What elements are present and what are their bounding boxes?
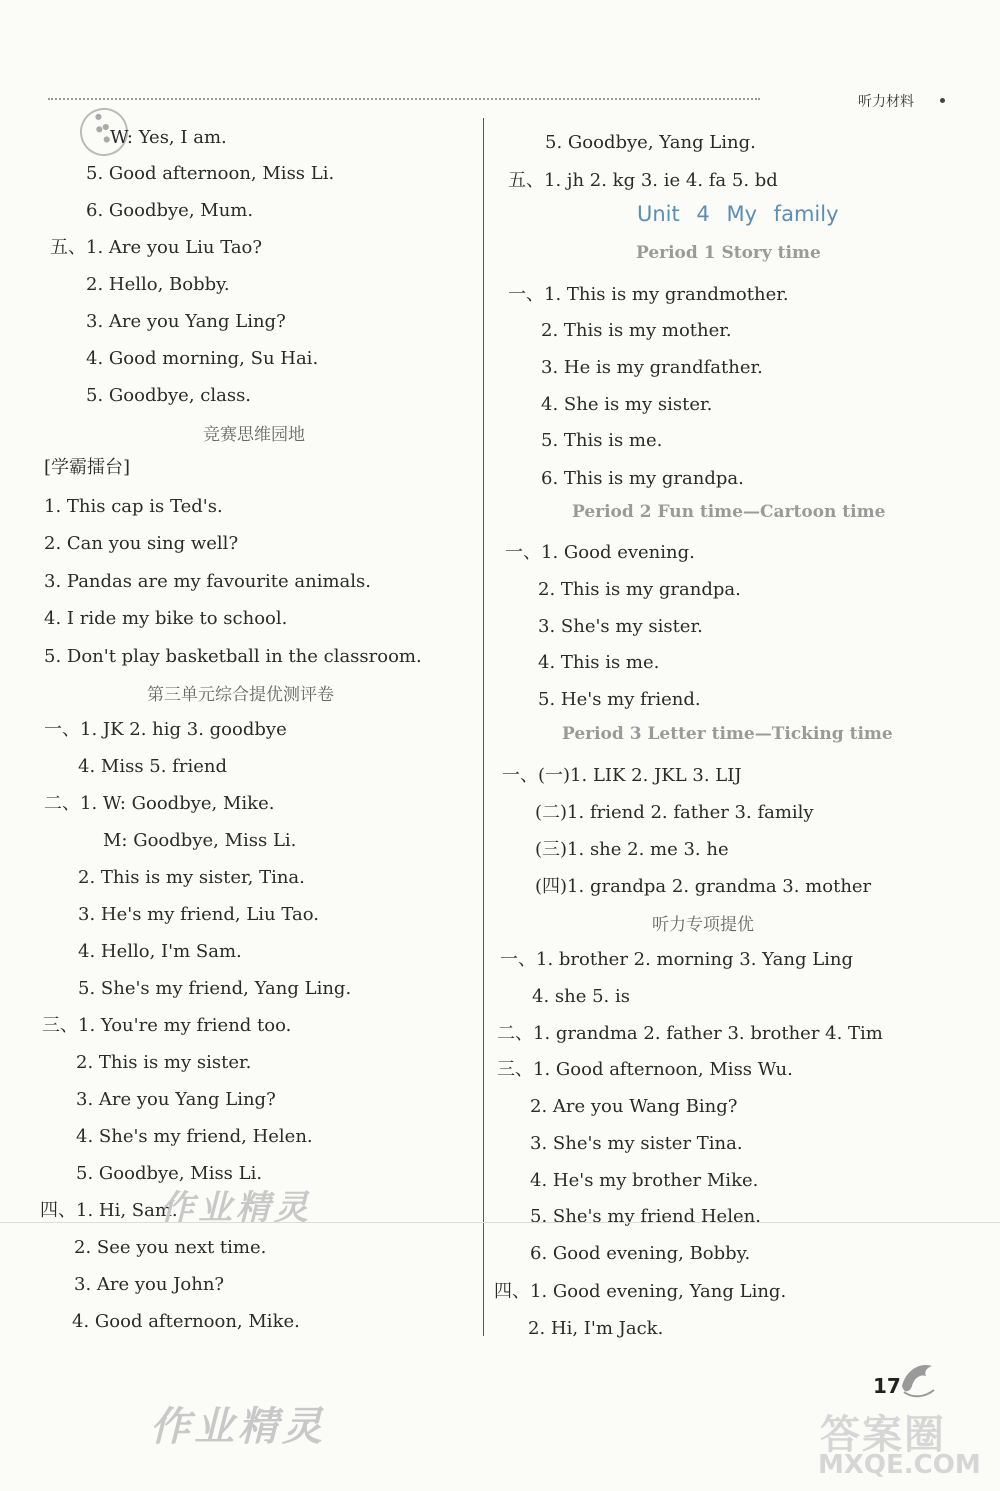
answer-line: 4. Good afternoon, Mike.: [72, 1311, 300, 1332]
answer-line: 二、1. W: Goodbye, Mike.: [44, 793, 275, 814]
answer-line: 3. Are you John?: [74, 1274, 225, 1295]
answer-line: 三、1. You're my friend too.: [42, 1015, 292, 1036]
answer-line: (三)1. she 2. me 3. he: [535, 839, 729, 860]
period-title: Period 3 Letter time—Ticking time: [562, 724, 893, 744]
answer-line: 5. Don't play basketball in the classroom.: [44, 646, 422, 667]
answer-line: 五、1. Are you Liu Tao?: [50, 237, 263, 258]
answer-line: 4. He's my brother Mike.: [530, 1170, 759, 1191]
answer-line: 5. Goodbye, class.: [86, 385, 252, 406]
answer-line: M: Goodbye, Miss Li.: [103, 830, 297, 851]
answer-line: 4. I ride my bike to school.: [44, 608, 288, 629]
answer-line: 5. This is me.: [541, 430, 663, 451]
answer-line: 2. This is my grandpa.: [538, 579, 741, 600]
answer-line: 4. She is my sister.: [541, 394, 713, 415]
answer-line: 5. He's my friend.: [538, 689, 701, 710]
dolphin-icon: [896, 1356, 938, 1400]
answer-line: 5. Goodbye, Yang Ling.: [545, 132, 756, 153]
answer-line: 3. She's my sister Tina.: [530, 1133, 743, 1154]
answer-line: 一、1. brother 2. morning 3. Yang Ling: [500, 949, 854, 970]
answer-line: 一、1. This is my grandmother.: [508, 284, 789, 305]
answer-line: 2. Hi, I'm Jack.: [528, 1318, 664, 1339]
answer-line: 二、1. grandma 2. father 3. brother 4. Tim: [497, 1023, 883, 1044]
answer-line: 2. This is my mother.: [541, 320, 732, 341]
answer-line: 4. Good morning, Su Hai.: [86, 348, 319, 369]
answer-line: (二)1. friend 2. father 3. family: [535, 802, 814, 823]
answer-line: 2. Are you Wang Bing?: [530, 1096, 738, 1117]
answer-line: 3. He's my friend, Liu Tao.: [78, 904, 319, 925]
header-dot-icon: [940, 98, 945, 103]
site-logo-url: MXQE.COM: [818, 1450, 981, 1480]
answer-line: W: Yes, I am.: [110, 127, 227, 148]
answer-line: 4. she 5. is: [532, 986, 630, 1007]
watermark-rule: [0, 1222, 1000, 1223]
answer-line: 四、1. Hi, Sam.: [40, 1200, 178, 1221]
answer-line: 5. Goodbye, Miss Li.: [76, 1163, 263, 1184]
answer-line: 5. Good afternoon, Miss Li.: [86, 163, 335, 184]
answer-line: 4. Miss 5. friend: [78, 756, 227, 777]
section-title: 听力专项提优: [652, 915, 754, 935]
answer-line: 2. This is my sister.: [76, 1052, 252, 1073]
answer-line: 五、1. jh 2. kg 3. ie 4. fa 5. bd: [508, 170, 778, 191]
answer-line: 6. Goodbye, Mum.: [86, 200, 254, 221]
answer-line: 四、1. Good evening, Yang Ling.: [494, 1281, 787, 1302]
answer-line: 5. She's my friend, Yang Ling.: [78, 978, 352, 999]
answer-line: 4. She's my friend, Helen.: [76, 1126, 313, 1147]
answer-line: 6. This is my grandpa.: [541, 468, 744, 489]
site-logo: 答案圈: [820, 1412, 946, 1458]
answer-line: 3. She's my sister.: [538, 616, 703, 637]
answer-line: 4. Hello, I'm Sam.: [78, 941, 242, 962]
answer-line: 1. This cap is Ted's.: [44, 496, 223, 517]
watermark: 作业精灵: [160, 1188, 312, 1228]
header-label: 听力材料: [858, 94, 914, 110]
answer-line: 一、(一)1. LIK 2. JKL 3. LIJ: [502, 765, 742, 786]
answer-line: 一、1. JK 2. hig 3. goodbye: [44, 719, 287, 740]
answer-line: 2. Can you sing well?: [44, 533, 239, 554]
answer-line: 三、1. Good afternoon, Miss Wu.: [497, 1059, 793, 1080]
watermark: 作业精灵: [150, 1404, 326, 1450]
answer-line: 6. Good evening, Bobby.: [530, 1243, 751, 1264]
answer-line: 2. This is my sister, Tina.: [78, 867, 305, 888]
answer-line: 2. See you next time.: [74, 1237, 267, 1258]
page-number: 17: [873, 1374, 901, 1398]
unit-title: Unit 4 My family: [637, 202, 839, 226]
answer-line: 3. Pandas are my favourite animals.: [44, 571, 371, 592]
section-label: [学霸擂台]: [44, 457, 131, 478]
section-title: 第三单元综合提优测评卷: [147, 685, 334, 705]
answer-line: 4. This is me.: [538, 652, 660, 673]
answer-line: 3. Are you Yang Ling?: [86, 311, 286, 332]
answer-line: 一、1. Good evening.: [505, 542, 695, 563]
header-rule: [48, 98, 760, 100]
answer-line: (四)1. grandpa 2. grandma 3. mother: [535, 876, 872, 897]
period-title: Period 2 Fun time—Cartoon time: [572, 502, 886, 522]
answer-line: 3. Are you Yang Ling?: [76, 1089, 276, 1110]
answer-line: 5. She's my friend Helen.: [530, 1206, 761, 1227]
column-divider: [483, 118, 484, 1336]
period-title: Period 1 Story time: [636, 243, 821, 263]
stamp-icon: ● ●● ●: [73, 101, 135, 163]
answer-line: 3. He is my grandfather.: [541, 357, 763, 378]
section-title: 竞赛思维园地: [203, 425, 305, 445]
answer-line: 2. Hello, Bobby.: [86, 274, 230, 295]
